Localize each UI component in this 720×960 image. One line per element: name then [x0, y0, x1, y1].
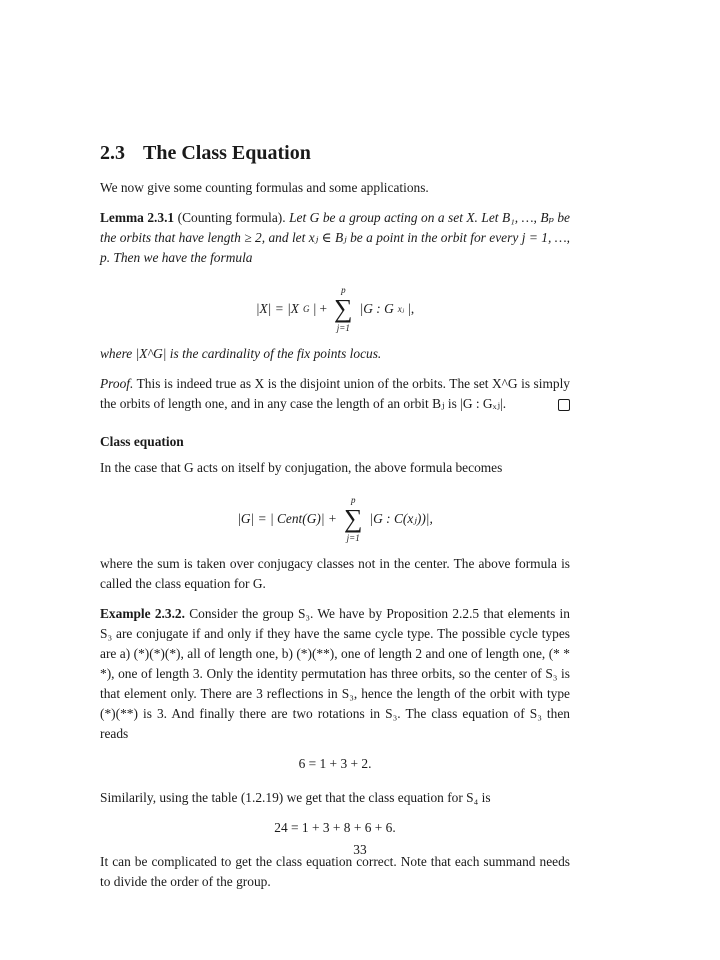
- lemma-name: (Counting formula).: [177, 210, 286, 225]
- ce-formula-right: |G : C(xⱼ))|,: [369, 511, 433, 526]
- proof-paragraph: [100, 374, 570, 414]
- intro-paragraph: We now give some counting formulas and some applications.: [100, 180, 429, 195]
- sum-lower: j=1: [336, 323, 350, 333]
- lemma-after: where |X^G| is the cardinality of the fix points locus.: [100, 346, 382, 361]
- lemma-text: Let G be a group acting on a set X. Let B₁, …, Bₚ be the orbits that have length ≥ 2, and let xⱼ ∈ Bⱼ be a point in the orbit for every j = 1, …, p. Then we have the formula: [100, 210, 570, 265]
- lemma-statement: [100, 208, 570, 268]
- class-equation-text1: In the case that G acts on itself by conjugation, the above formula becomes: [100, 460, 503, 475]
- formula-end: |,: [408, 301, 415, 316]
- sum-upper: p: [341, 285, 346, 295]
- ce-sum-upper: p: [350, 495, 356, 505]
- example-text2: Similarily, using the table (1.2.19) we get that the class equation for S₄ is: [100, 790, 491, 805]
- equation-s3: 6 = 1 + 3 + 2.: [298, 756, 372, 771]
- example-text: Consider the group S₃. We have by Proposition 2.2.5 that elements in S₃ are conjugate if and only if they have the same cycle type. The possible cycle types are a) (*)(*)(*), all of length one, b) (*)(**), one of length 2 and one of length one, (* * *), one of length 3. Only the identity permutation has three orbits, so the center of S₃ is that element only. There are 3 reflections in S₃, hence the length of the orbit with type (*)(**) is 3. And finally there are two rotations in S₃. The class equation of S₃ then reads: [100, 606, 570, 741]
- formula-left: |X| = |X: [255, 301, 299, 316]
- class-equation-text2: where the sum is taken over conjugacy classes not in the center. The above formula is called the class equation for G.: [100, 556, 570, 591]
- class-equation-formula: [100, 486, 570, 544]
- lemma-label: Lemma 2.3.1: [100, 210, 175, 225]
- example-text3: It can be complicated to get the class equation correct. Note that each summand needs to divide the order of the group.: [100, 854, 570, 889]
- summation-sign: p ∑ j=1: [334, 285, 353, 333]
- formula-mid: | +: [313, 301, 328, 316]
- proof-label: Proof.: [100, 376, 134, 391]
- ce-sum-lower: j=1: [346, 533, 360, 543]
- page-number: 33: [353, 842, 367, 857]
- example-paragraph: [100, 604, 570, 744]
- page-body: [100, 140, 570, 892]
- ce-summation-sign: p ∑ j=1: [343, 495, 363, 543]
- example-label: Example 2.3.2.: [100, 606, 185, 621]
- counting-formula: |X| = |X G | + p ∑ j=1 |G : G xⱼ |,: [255, 285, 415, 333]
- formula-right: |G : G: [359, 301, 394, 316]
- qed-square-icon: [558, 399, 570, 411]
- section-number: 2.3: [100, 142, 125, 164]
- section-title: [100, 140, 570, 166]
- equation-s4: 24 = 1 + 3 + 8 + 6 + 6.: [274, 820, 396, 835]
- section-title-text: The Class Equation: [143, 142, 311, 164]
- class-equation-heading: Class equation: [100, 434, 184, 449]
- proof-text: This is indeed true as X is the disjoint union of the orbits. The set X^G is simply the orbits of length one, and in any case the length of an orbit Bⱼ is |G : Gₓⱼ|.: [100, 376, 570, 411]
- ce-formula-left: |G| = | Cent(G)| +: [237, 511, 337, 526]
